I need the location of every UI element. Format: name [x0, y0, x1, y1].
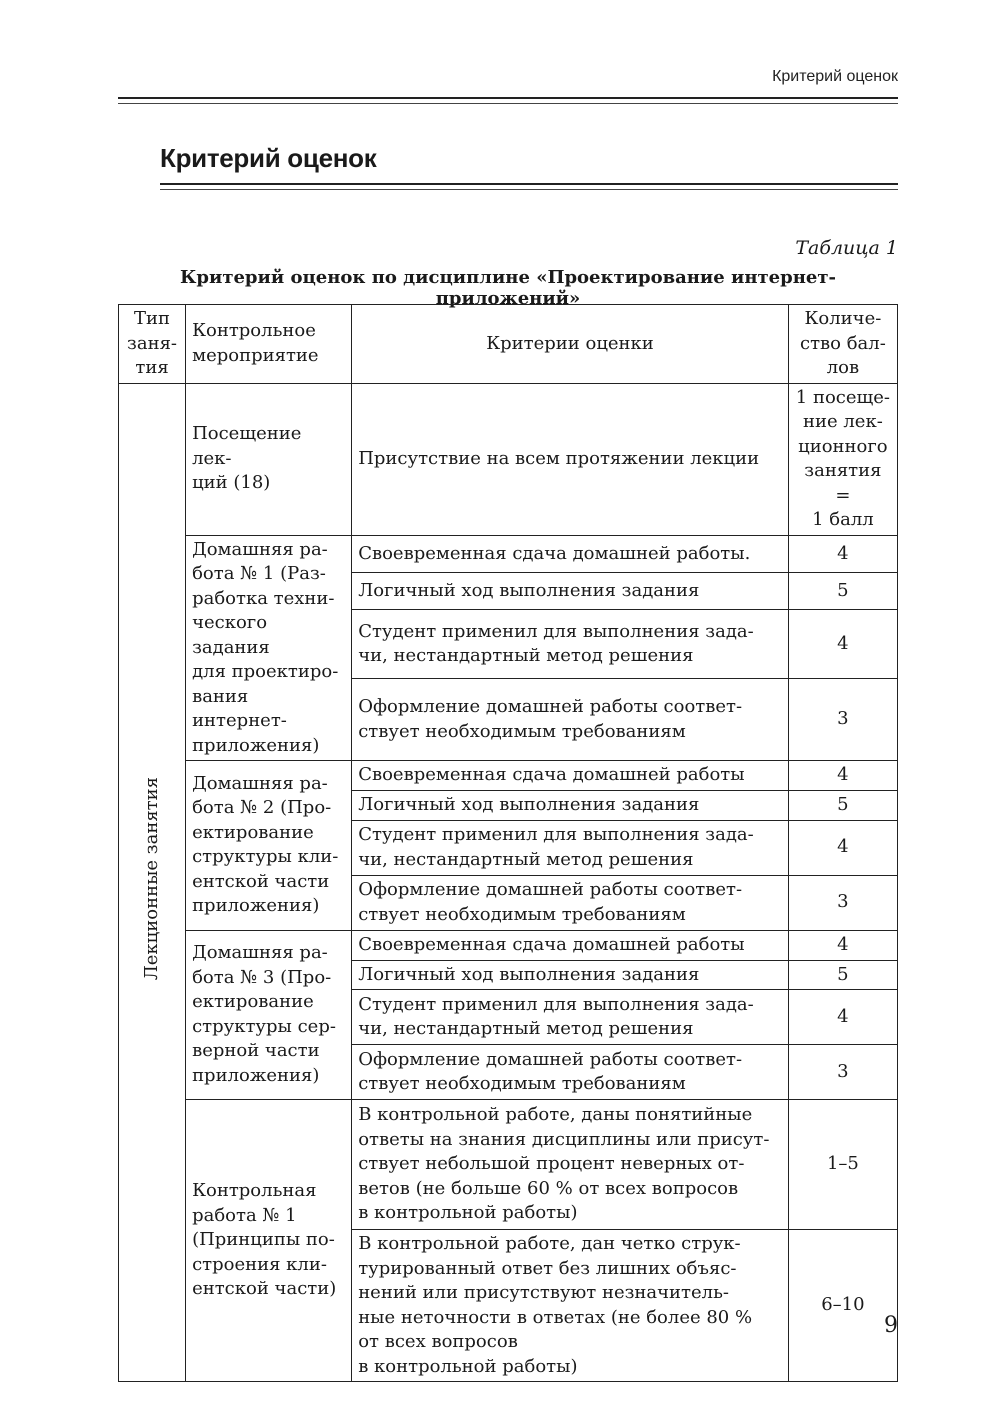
criterion-cell: Логичный ход выполнения задания — [352, 960, 789, 990]
table-body — [119, 383, 898, 1382]
criterion-cell: Своевременная сдача домашней работы — [352, 761, 789, 791]
points-cell: 5 — [788, 960, 897, 990]
criterion-cell: Своевременная сдача домашней работы. — [352, 535, 789, 573]
table-row — [119, 535, 898, 573]
criterion-cell: В контрольной работе, даны понятийные ответы на знания дисциплины или присут- ствует небольшой процент неверных от- ветов (не больше 60 % от всех вопросов в контрольной работы) — [352, 1100, 789, 1230]
header-points: Количе- ство бал- лов — [788, 305, 897, 384]
points-cell: 6–10 — [788, 1230, 897, 1382]
points-cell: 4 — [788, 990, 897, 1045]
points-cell: 4 — [788, 930, 897, 960]
chapter-rule — [160, 183, 898, 185]
running-head: Критерий оценок — [772, 68, 898, 85]
points-cell: 4 — [788, 535, 897, 573]
lesson-type-cell — [119, 383, 186, 1382]
chapter-rule-thin — [160, 189, 898, 190]
criterion-cell: Своевременная сдача домашней работы — [352, 930, 789, 960]
points-cell: 1–5 — [788, 1100, 897, 1230]
points-cell: 4 — [788, 820, 897, 875]
header-criteria: Критерии оценки — [352, 305, 789, 384]
chapter-title: Критерий оценок — [160, 143, 377, 173]
criterion-cell: Оформление домашней работы соответ- ствует необходимым требованиям — [352, 1045, 789, 1100]
points-cell: 1 посеще- ние лек- ционного занятия = 1 балл — [788, 383, 897, 535]
criterion-cell: Студент применил для выполнения зада- чи, нестандартный метод решения — [352, 820, 789, 875]
points-cell: 3 — [788, 679, 897, 761]
points-cell: 3 — [788, 875, 897, 930]
header-rule — [118, 97, 898, 99]
table-row — [119, 930, 898, 960]
header-type: Тип заня- тия — [119, 305, 186, 384]
points-cell: 4 — [788, 761, 897, 791]
criterion-cell: Логичный ход выполнения задания — [352, 573, 789, 610]
criterion-cell: Оформление домашней работы соответ- ствует необходимым требованиям — [352, 875, 789, 930]
table-header-row — [119, 305, 898, 384]
event-cell: Контрольная работа № 1 (Принципы по- строения кли- ентской части) — [186, 1100, 352, 1382]
criteria-table — [118, 304, 898, 1382]
points-cell: 4 — [788, 610, 897, 679]
points-cell: 5 — [788, 791, 897, 821]
criterion-cell: Оформление домашней работы соответ- ствует необходимым требованиям — [352, 679, 789, 761]
lesson-type-label: Лекционные занятия — [140, 776, 162, 981]
event-cell: Домашняя ра- бота № 2 (Про- ектирование структуры кли- ентской части приложения) — [186, 761, 352, 931]
points-cell: 5 — [788, 573, 897, 610]
points-cell: 3 — [788, 1045, 897, 1100]
header-rule-thin — [118, 103, 898, 104]
criterion-cell: Логичный ход выполнения задания — [352, 791, 789, 821]
criterion-cell: Студент применил для выполнения зада- чи, нестандартный метод решения — [352, 990, 789, 1045]
table-row — [119, 383, 898, 535]
header-event: Контрольное мероприятие — [186, 305, 352, 384]
event-cell: Домашняя ра- бота № 3 (Про- ектирование структуры сер- верной части приложения) — [186, 930, 352, 1100]
criterion-cell: В контрольной работе, дан четко струк- турированный ответ без лишних объяс- нений или присутствуют незначитель- ные неточности в ответах (не более 80 % от всех вопросов в контрольной работы) — [352, 1230, 789, 1382]
event-cell: Домашняя ра- бота № 1 (Раз- работка техни- ческого задания для проектиро- вания интернет- приложения) — [186, 535, 352, 761]
criterion-cell: Студент применил для выполнения зада- чи, нестандартный метод решения — [352, 610, 789, 679]
table-row — [119, 761, 898, 791]
criterion-cell: Присутствие на всем протяжении лекции — [352, 383, 789, 535]
event-cell: Посещение лек- ций (18) — [186, 383, 352, 535]
table-caption: Критерий оценок по дисциплине «Проектирование интернет-приложений» — [180, 267, 836, 309]
page-number: 9 — [884, 1313, 898, 1338]
table-row — [119, 1100, 898, 1230]
table-label: Таблица 1 — [795, 237, 898, 259]
